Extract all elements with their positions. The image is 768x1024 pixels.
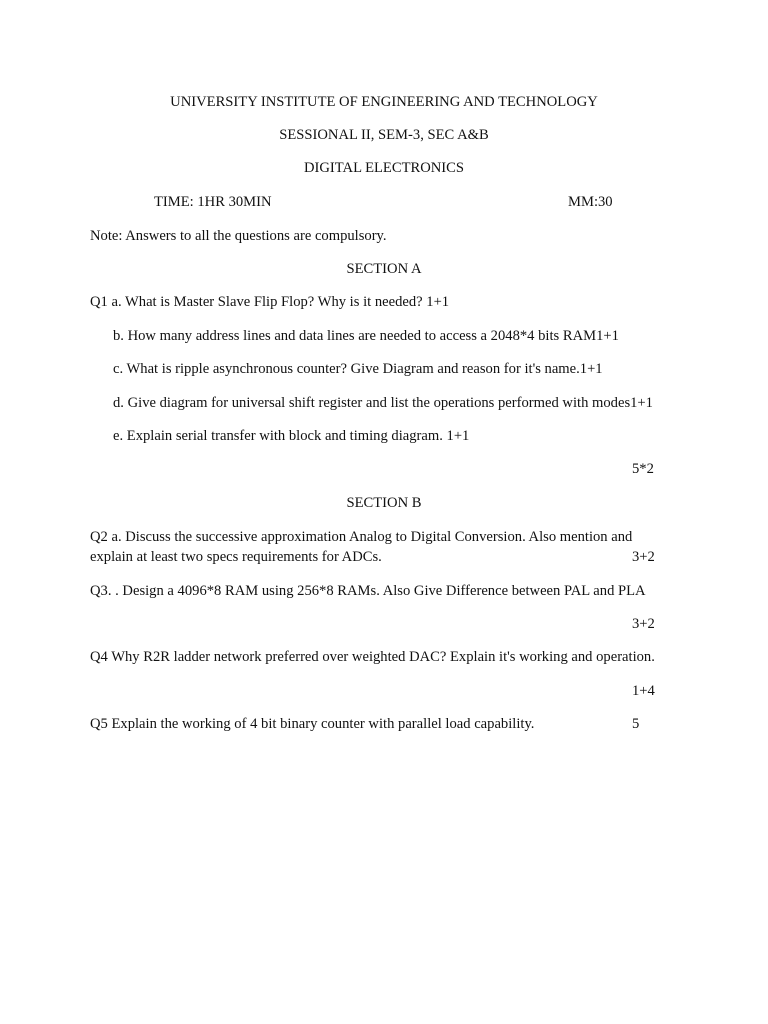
note: Note: Answers to all the questions are compulsory. [90, 228, 387, 244]
question-1b: b. How many address lines and data lines are needed to access a 2048*4 bits RAM1+1 [113, 328, 619, 344]
section-a-title: SECTION A [346, 261, 422, 277]
question-5: Q5 Explain the working of 4 bit binary counter with parallel load capability. [90, 716, 535, 732]
subject-title: DIGITAL ELECTRONICS [303, 160, 465, 176]
exam-time: TIME: 1HR 30MIN [154, 194, 272, 210]
institute-title: UNIVERSITY INSTITUTE OF ENGINEERING AND TECHNOLOGY [170, 94, 598, 110]
question-3-marks: 3+2 [632, 616, 655, 632]
question-2-line-2: explain at least two specs requirements for ADCs. [90, 549, 382, 565]
question-3: Q3. . Design a 4096*8 RAM using 256*8 RAMs. Also Give Difference between PAL and PLA [90, 583, 646, 599]
question-4-marks: 1+4 [632, 683, 655, 699]
question-1a: Q1 a. What is Master Slave Flip Flop? Why is it needed? 1+1 [90, 294, 450, 310]
question-1c: c. What is ripple asynchronous counter? Give Diagram and reason for it's name.1+1 [113, 361, 603, 377]
question-2-line-1: Q2 a. Discuss the successive approximation Analog to Digital Conversion. Also mention and [90, 529, 633, 545]
question-1d: d. Give diagram for universal shift register and list the operations performed with modes1+1 [113, 395, 653, 411]
question-1e: e. Explain serial transfer with block and timing diagram. 1+1 [113, 428, 470, 444]
exam-title: SESSIONAL II, SEM-3, SEC A&B [279, 127, 489, 143]
section-b-title: SECTION B [346, 495, 422, 511]
question-2-marks: 3+2 [632, 549, 655, 565]
question-5-marks: 5 [632, 716, 640, 732]
question-4: Q4 Why R2R ladder network preferred over weighted DAC? Explain it's working and operation. [90, 649, 655, 665]
max-marks: MM:30 [568, 194, 613, 210]
section-a-marks: 5*2 [632, 461, 654, 477]
